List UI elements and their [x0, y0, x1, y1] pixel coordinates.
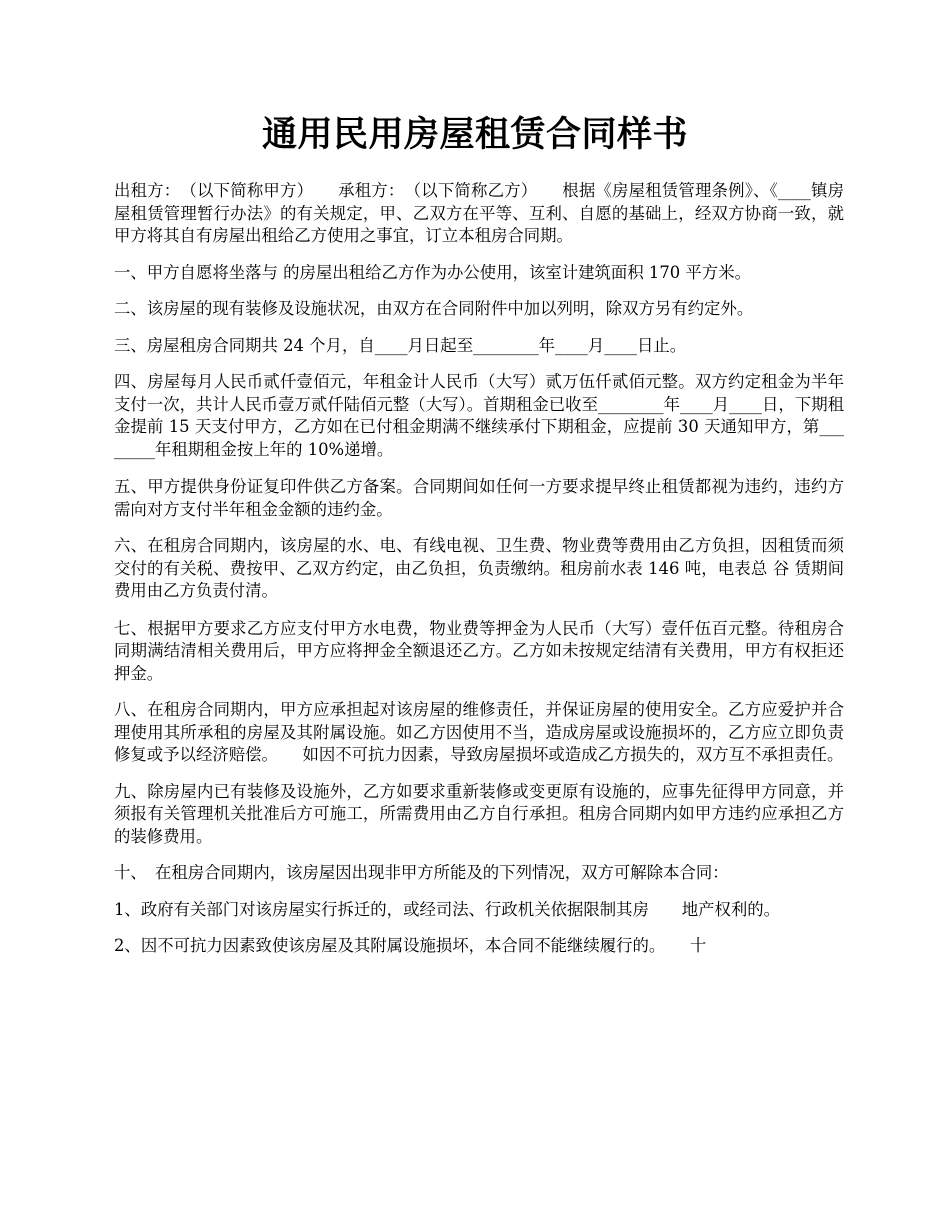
paragraph-item-2: 2、因不可抗力因素致使该房屋及其附属设施损坏，本合同不能继续履行的。 十	[114, 936, 707, 955]
paragraph-item-1: 1、政府有关部门对该房屋实行拆迁的，或经司法、行政机关依据限制其房 地产权利的。	[114, 899, 781, 919]
paragraph-clause-4: 四、房屋每月人民币贰仟壹佰元，年租金计人民币（大写）贰万伍仟贰佰元整。双方约定租金为半年支付一次，共计人民币壹万贰仟陆佰元整（大写）。首期租金已收至________年____月____日，下期租金提前 15 天支付甲方，乙方如在已付租金期满不继续承付下期租金，应提前 30 天通知甲方，第________年租期租金按上年的 10%递增。	[114, 372, 844, 459]
paragraph-clause-2: 二、该房屋的现有装修及设施状况，由双方在合同附件中加以列明，除双方另有约定外。	[114, 299, 754, 318]
paragraph-clause-6: 六、在租房合同期内，该房屋的水、电、有线电视、卫生费、物业费等费用由乙方负担，因租赁而须交付的有关税、费按甲、乙双方约定，由乙负担，负责缴纳。租房前水表 146 吨，电表总 谷 赁期间费用由乙方负责付清。	[114, 536, 844, 600]
paragraph-preamble: 出租方： （以下简称甲方） 承租方： （以下简称乙方） 根据《房屋租赁管理条例》、《____镇房屋租赁管理暂行办法》的有关规定，甲、乙双方在平等、互利、自愿的基础上，经双方协商一致，就甲方将其自有房屋出租给乙方使用之事宜，订立本租房合同期。	[114, 181, 844, 245]
paragraph-clause-8: 八、在租房合同期内，甲方应承担起对该房屋的维修责任，并保证房屋的使用安全。乙方应爱护并合理使用其所承租的房屋及其附属设施。如乙方因使用不当，造成房屋或设施损坏的，乙方应立即负责修复或予以经济赔偿。 如因不可抗力因素，导致房屋损坏或造成乙方损失的，双方互不承担责任。	[114, 700, 844, 764]
paragraph-clause-7: 七、根据甲方要求乙方应支付甲方水电费，物业费等押金为人民币（大写）壹仟伍百元整。待租房合同期满结清相关费用后，甲方应将押金全额退还乙方。乙方如未按规定结清有关费用，甲方有权拒还押金。	[114, 618, 844, 683]
document-title: 通用民用房屋租赁合同样书	[261, 115, 688, 155]
paragraph-clause-5: 五、甲方提供身份证复印件供乙方备案。合同期间如任何一方要求提早终止租赁都视为违约，违约方需向对方支付半年租金金额的违约金。	[114, 477, 844, 519]
paragraph-clause-1: 一、甲方自愿将坐落与 的房屋出租给乙方作为办公使用，该室计建筑面积 170 平方米。	[114, 262, 751, 282]
paragraph-clause-10: 十、 在租房合同期内，该房屋因出现非甲方所能及的下列情况，双方可解除本合同：	[114, 863, 729, 882]
contract-body	[114, 180, 844, 972]
paragraph-clause-9: 九、除房屋内已有装修及设施外，乙方如要求重新装修或变更原有设施的，应事先征得甲方同意，并须报有关管理机关批准后方可施工，所需费用由乙方自行承担。租房合同期内如甲方违约应承担乙方的装修费用。	[114, 781, 844, 846]
paragraph-clause-3: 三、房屋租房合同期共 24 个月，自____月日起至________年____月____日止。	[114, 335, 687, 355]
